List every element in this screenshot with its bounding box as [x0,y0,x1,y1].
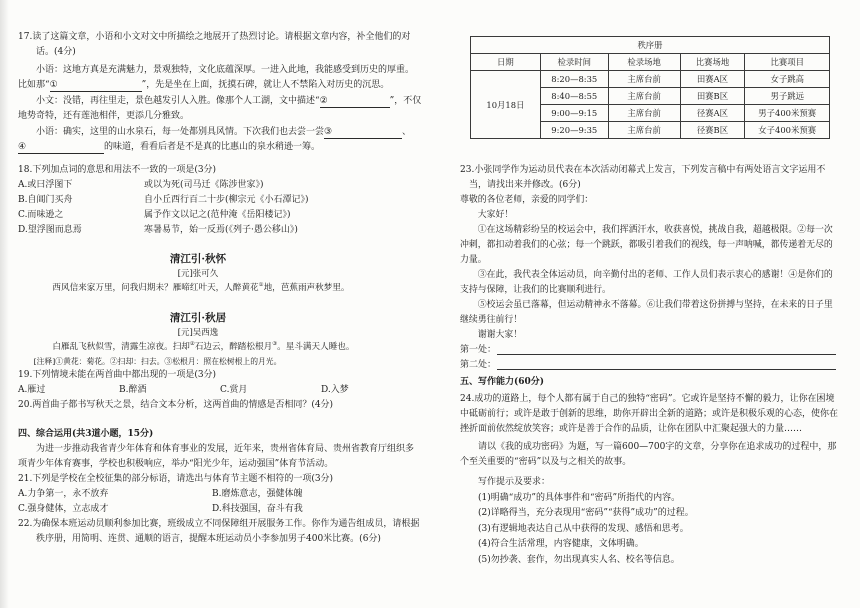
q17-dialogue-1 [18,63,422,93]
section-4-title: 四、综合运用(共3道小题，15分) [18,429,154,439]
q21-option-c: C.强身健体，立志成才 [18,504,109,514]
table-cell: 田赛A区 [680,71,745,88]
table-header-cell: 检录场地 [608,54,680,71]
speech-paragraph-3: ⑤校运会虽已落幕，但运动精神永不落幕。⑥让我们带着这份拼搏与坚持，在未来的日子里继续勇往前行！ [460,300,833,325]
dialogue-text: ”，不仅地势奇特，还有莲池相伴，更添几分雅致。 [18,96,422,121]
poem-1-title: 清江引·秋怀 [169,253,227,265]
speech-thanks: 谢谢大家！ [477,330,523,340]
option-right: 寒暑易节，始一反焉(《列子·愚公移山》) [144,225,298,235]
table-header-cell: 日期 [471,54,541,71]
table-cell: 9:20—9:35 [540,122,608,139]
dialogue-text: 、 [402,127,412,137]
table-cell: 径赛A区 [680,105,745,122]
table-header-cell: 检录时间 [540,54,608,71]
q19-stem: 19.下列情境未能在两首曲中都出现的一项是(3分) [18,370,217,380]
poem-line: 石边云，醉踏松根月 [194,342,273,352]
option-left: A.或曰浮图下 [18,180,73,190]
section-4-intro: 为进一步推动我省青少年体育和体育事业的发展，近年来，贵州省体育局、贵州省教育厅组织多项青少年体育赛事，学校也积极响应，举办“阳光少年，运动强国”体育节活动。 [18,444,415,469]
poem-1-text [18,281,422,296]
speech-salutation: 尊敬的各位老师，亲爱的同学们： [460,195,594,205]
q23-stem: 23.小张同学作为运动员代表在本次活动闭幕式上发言，下列发言稿中有两处语言文字运用不当，请找出来并修改。(6分) [460,165,826,190]
table-cell: 9:00—9:15 [540,105,608,122]
option-right: 属予作文以记之(范仲淹《岳阳楼记》) [144,210,291,220]
option-right: 自小丘西行百二十步(柳宗元《小石潭记》) [144,195,309,205]
table-row [471,71,830,88]
writing-tip: (1)明确“成功”的具体事件和“密码”所指代的内容。 [478,492,681,503]
table-cell: 主席台前 [608,105,680,122]
q22-stem: 22.为确保本班运动员顺利参加比赛，班级成立不同保障组开展服务工作。你作为通告组成员，请根据秩序册，用简明、连贯、通顺的语言，提醒本班运动员小李参加男子400米比赛。(6分) [18,519,420,544]
dialogue-text: 小语：这地方真是充满魅力，景观独特，文化底蕴深厚。一进入此地，我能感受到历史的厚重。比如那“ [18,65,415,90]
section-5-title: 五、写作能力(60分) [460,377,545,387]
q17-dialogue-2 [18,94,422,124]
answer-label: 第一处： [460,345,497,355]
option-left: B.自阊门买舟 [18,195,73,205]
q21-options-row-1 [18,487,422,502]
table-cell: 8:20—8:35 [540,71,608,88]
dialogue-text: 的味道，看看后者是不是真的比惠山的泉水稍逊一筹。 [104,142,321,152]
q19-option-b: B.醉酒 [119,385,147,395]
q19-option-c: C.赏月 [220,385,248,395]
option-left: C.而味逊之 [18,210,64,220]
writing-tip: (3)有逻辑地表达自己从中获得的发现、感悟和思考。 [478,523,689,534]
option-right: 或以为死(司马迁《陈涉世家》) [144,180,264,190]
answer-line-2 [460,358,838,373]
q21-option-a: A.力争第一，永不放弃 [18,489,109,499]
answer-line-1 [460,343,838,358]
q18-option-c [18,208,422,223]
writing-tip: (4)符合生活常理，内容健康，文体明确。 [478,539,644,549]
dialogue-text: 小语：确实，这里的山水泉石，每一处都别具风情。下次我们也去尝一尝 [36,127,325,137]
poem-2-author: [元]吴西逸 [177,328,219,338]
q24-task: 请以《我的成功密码》为题，写一篇600—700字的文章，分享你在追求成功的过程中，那个至关重要的“密码”以及与之相关的故事。 [460,442,837,467]
footnote-mark: ① [258,282,264,289]
dialogue-text: 小文：没错，再往里走，景色越发引人入胜。像那个人工湖，文中描述“ [36,96,320,106]
q20-stem: 20.两首曲子都书写秋天之景，结合文本分析，这两首曲的情感是否相同？(4分) [18,400,334,410]
q18-stem: 18.下列加点词的意思和用法不一致的一项是(3分) [18,165,217,175]
poem-line: 地，芭蕉雨声秋梦里。 [263,283,350,293]
poem-2-text [18,340,422,355]
speech-paragraph-2: ③在此，我代表全体运动员，向辛勤付出的老师、工作人员们表示衷心的感谢！④是你们的支持与保障，让我们的比赛顺利进行。 [460,270,833,295]
poem-line: 白雁乱飞秋似雪，清露生凉夜。扫却 [52,342,190,352]
q18-option-a [18,178,422,193]
answer-label: 第二处： [460,360,497,370]
table-title-row [471,37,830,54]
table-cell: 8:40—8:55 [540,88,608,105]
table-cell: 主席台前 [608,88,680,105]
answer-underline [497,369,836,370]
table-cell: 主席台前 [608,71,680,88]
dialogue-text: ”，先是坐在上面，抚摸石碑，就让人不禁陷入对历史的沉思。 [141,80,390,90]
table-title: 秩序册 [471,37,830,54]
answer-blank-4: ④ [18,142,104,154]
answer-blank-3: ③ [324,127,402,139]
schedule-table [470,36,830,139]
option-left: D.望浮图而息焉 [18,225,82,235]
writing-tip: (2)详略得当，充分表现用“密码”“获得”成功”的过程。 [478,508,694,518]
writing-tip: (5)勿抄袭、套作，勿出现真实人名、校名等信息。 [478,554,680,565]
left-column [18,30,422,547]
q19-options [18,383,422,398]
poem-notes: [注释]①黄花：菊花。②扫却：扫去。③松根月：照在松树根上的月光。 [33,357,282,366]
poem-line: 西风信来家万里，问我归期未？雁啼红叶天，人醉黄花 [52,283,259,293]
q18-option-d [18,223,422,238]
table-header-cell: 比赛场地 [680,54,745,71]
table-cell: 径赛B区 [680,122,745,139]
q19-option-a: A.雁过 [18,385,46,395]
q21-option-b: B.磨炼意志，强健体魄 [212,489,303,499]
table-cell: 男子400米预赛 [745,105,830,122]
footnote-mark: ③ [272,341,278,348]
poem-1-author: [元]张可久 [177,269,219,279]
table-cell: 女子400米预赛 [745,122,830,139]
table-header-cell: 比赛项目 [745,54,830,71]
footnote-mark: ② [189,341,195,348]
scan-edge-shadow [0,0,9,608]
table-cell: 女子跳高 [745,71,830,88]
poem-2-title: 清江引·秋居 [169,312,227,324]
q18-option-b [18,193,422,208]
q17-stem: 17.读了这篇文章，小语和小文对文中所描绘之地展开了热烈讨论。请根据文章内容，补全他们的对话。(4分) [18,32,411,57]
speech-paragraph-1: ①在这场精彩纷呈的校运会中，我们挥洒汗水，收获喜悦，挑战自我，超越极限。②每一次冲刺，都扣动着我们的心弦；每一个跳跃，都吸引着我们的视线，每一声呐喊，都传递着无尽的力量。 [460,225,833,265]
q21-stem: 21.下列是学校在全校征集的部分标语，请选出与体育节主题不相符的一项(3分) [18,474,334,484]
table-cell: 男子跳远 [745,88,830,105]
answer-underline [497,354,836,355]
q21-option-d: D.科技强国，奋斗有我 [212,504,303,514]
writing-tips-title: 写作提示及要求： [478,477,551,487]
writing-tips [460,475,838,568]
answer-blank-2: ② [320,96,390,108]
poem-line: 。星斗满天人睡也。 [277,342,355,352]
table-date-cell: 10月18日 [471,71,541,139]
table-header-row [471,54,830,71]
q24-prompt: 24.成功的道路上，每个人都有属于自己的独特“密码”。它或许是坚持不懈的毅力，让你在困境中砥砺前行；或许是敢于创新的思维，助你开辟出全新的道路；或许是积极乐观的心态，使你在挫折面前依然绽放笑容；或许是善于合作的品质，让你在团队中汇聚起强大的力量…… [460,394,839,434]
q17-dialogue-3 [18,125,422,155]
table-cell: 主席台前 [608,122,680,139]
table-cell: 田赛B区 [680,88,745,105]
q21-options-row-2 [18,502,422,517]
speech-greeting: 大家好！ [477,210,514,220]
q19-option-d: D.入梦 [321,385,349,395]
right-column [460,36,838,568]
answer-blank-1: ① [50,80,142,92]
